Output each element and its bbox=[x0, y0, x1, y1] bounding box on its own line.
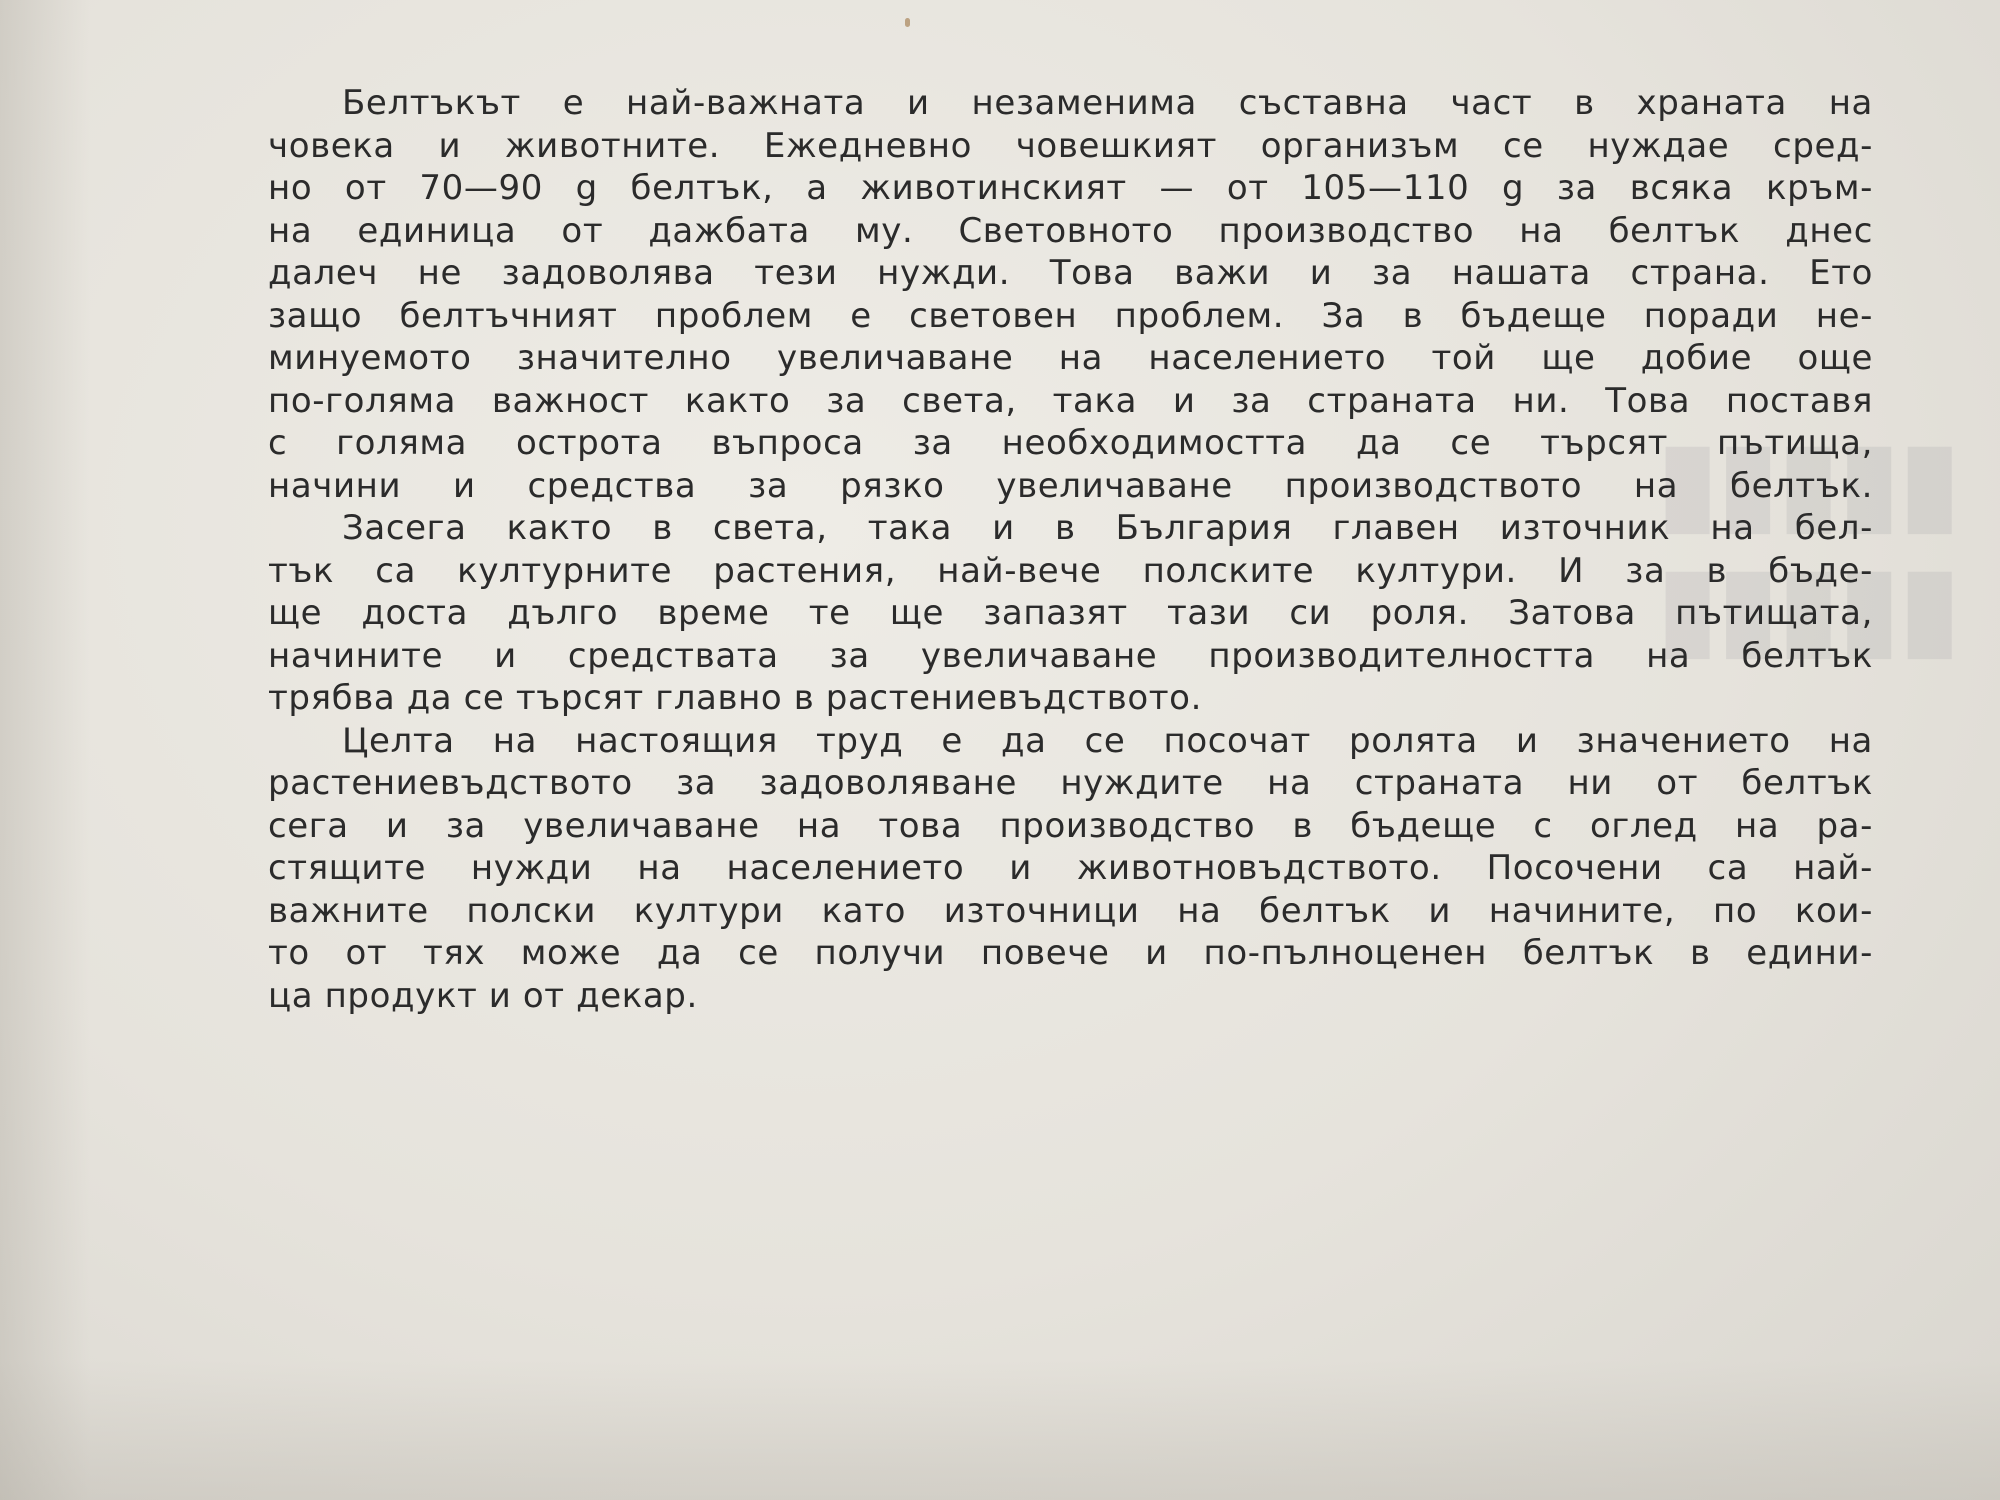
text-line: то от тях може да се получи повече и по-пълноценен белтък в едини- bbox=[268, 933, 1873, 973]
text-line: сега и за увеличаване на това производство в бъдеще с оглед на ра- bbox=[268, 805, 1873, 846]
text-line: минуемото значително увеличаване на населението той ще добие още bbox=[268, 338, 1873, 378]
paper-speck bbox=[905, 18, 910, 27]
text-line: ца продукт и от декар. bbox=[268, 975, 698, 1016]
text-line: на единица от дажбата му. Световното производство на белтък днес bbox=[268, 210, 1873, 251]
text-line: с голяма острота въпроса за необходимостта да се търсят пътища, bbox=[268, 423, 1873, 463]
text-line: ще доста дълго време те ще запазят тази си роля. Затова пътищата, bbox=[268, 593, 1873, 633]
text-line: но от 70—90 g белтък, а животинският — от 105—110 g за всяка кръм- bbox=[268, 168, 1873, 208]
bleed-through-text: ▮▮▮▮▮ ▮▮▮▮▮ bbox=[1657, 421, 1960, 668]
text-line: стящите нужди на населението и животновъдството. Посочени са най- bbox=[268, 848, 1873, 888]
body-text bbox=[268, 82, 1873, 1017]
text-line: по-голяма важност както за света, така и за страната ни. Това поставя bbox=[268, 380, 1873, 421]
page-shadow-bottom bbox=[0, 1360, 2000, 1500]
text-line: далеч не задоволява тези нужди. Това важи и за нашата страна. Ето bbox=[268, 253, 1873, 293]
text-line: защо белтъчният проблем е световен проблем. За в бъдеще поради не- bbox=[268, 295, 1873, 336]
text-line: растениевъдството за задоволяване нуждите на страната ни от белтък bbox=[268, 763, 1873, 803]
paragraph-3 bbox=[268, 720, 1873, 1018]
page-shadow-left bbox=[0, 0, 90, 1500]
text-line: Целта на настоящия труд е да се посочат ролята и значението на bbox=[342, 720, 1873, 761]
text-line: човека и животните. Ежедневно човешкият организъм се нуждае сред- bbox=[268, 125, 1873, 166]
text-line: Засега както в света, така и в България главен източник на бел- bbox=[342, 508, 1873, 548]
text-line: начините и средствата за увеличаване производителността на белтък bbox=[268, 635, 1873, 676]
paragraph-2 bbox=[268, 507, 1873, 720]
text-line: начини и средства за рязко увеличаване производството на белтък. bbox=[268, 465, 1873, 506]
text-line: трябва да се търсят главно в растениевъдството. bbox=[268, 678, 1202, 718]
paragraph-1 bbox=[268, 82, 1873, 507]
text-line: тък са културните растения, най-вече полските култури. И за в бъде- bbox=[268, 550, 1873, 591]
text-line: Белтъкът е най-важната и незаменима съставна част в храната на bbox=[342, 83, 1873, 123]
text-line: важните полски култури като източници на белтък и начините, по кои- bbox=[268, 890, 1873, 931]
